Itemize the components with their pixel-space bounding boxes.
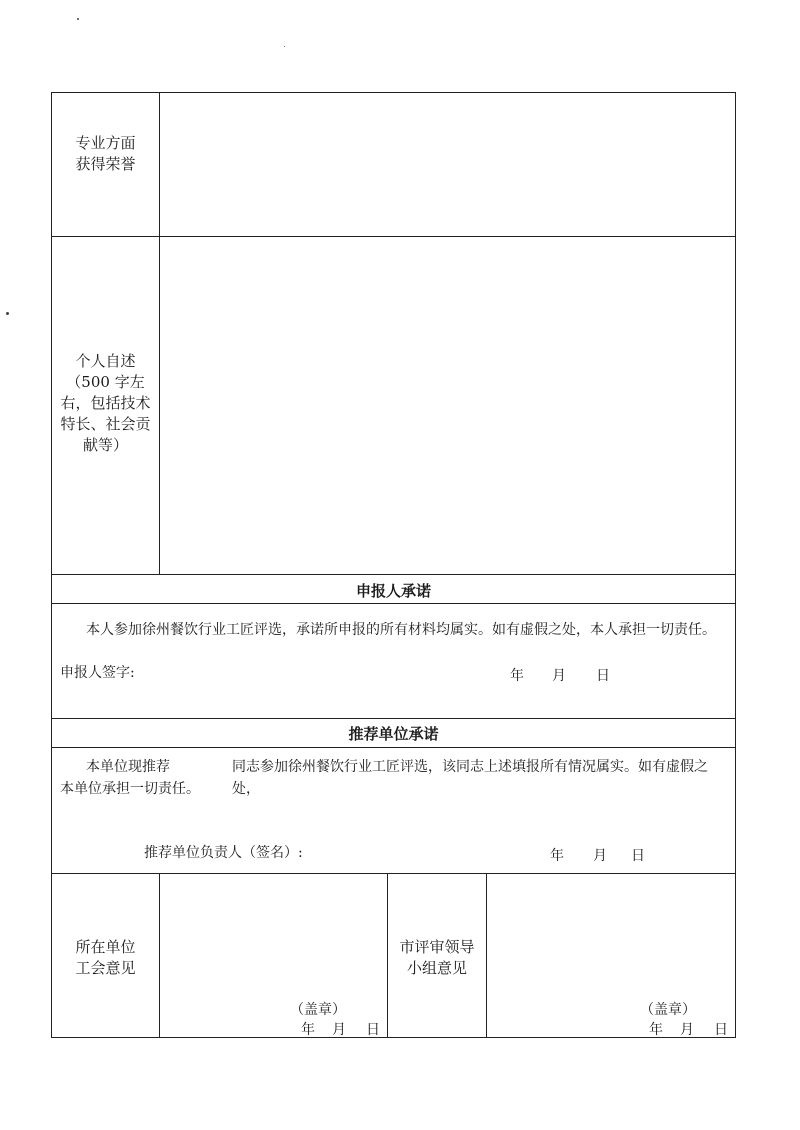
statement-label-line3: 右，包括技术 <box>60 394 151 412</box>
unit-signature-field[interactable] <box>310 839 490 865</box>
union-date-day: 日 <box>366 1022 380 1038</box>
applicant-date-year: 年 <box>510 668 524 684</box>
statement-label-line1: 个人自述 <box>75 352 136 370</box>
applicant-pledge-text: 本人参加徐州餐饮行业工匠评选，承诺所申报的所有材料均属实。如有虚假之处，本人承担一切责任。 <box>86 622 716 638</box>
unit-date-year: 年 <box>550 848 564 864</box>
unit-pledge-title: 推荐单位承诺 <box>348 725 439 743</box>
applicant-date-month: 月 <box>552 668 566 684</box>
union-label-line2: 工会意见 <box>75 959 136 977</box>
panel-label-line1: 市评审领导 <box>399 938 475 956</box>
unit-signature-label: 推荐单位负责人（签名）: <box>144 845 303 861</box>
honors-field[interactable] <box>160 93 735 236</box>
panel-date-month: 月 <box>680 1022 694 1038</box>
statement-label-line4: 特长、社会贡 <box>60 415 151 433</box>
scan-speck <box>77 18 79 20</box>
panel-opinion-label <box>388 937 486 979</box>
statement-label-line2: （500 字左 <box>66 373 145 391</box>
row-divider <box>52 718 735 719</box>
applicant-pledge-title: 申报人承诺 <box>355 582 431 600</box>
union-label-line1: 所在单位 <box>75 938 136 956</box>
unit-pledge-text-suffix: 同志参加徐州餐饮行业工匠评选，该同志上述填报所有情况属实。如有虚假之处， <box>232 759 708 797</box>
row-divider <box>52 747 735 748</box>
form-table <box>51 92 736 1038</box>
row-divider <box>52 603 735 604</box>
panel-date-day: 日 <box>714 1022 728 1038</box>
union-opinion-label <box>52 937 159 979</box>
applicant-signature-field[interactable] <box>202 659 422 685</box>
honors-label-line1: 专业方面 <box>75 134 136 152</box>
statement-field[interactable] <box>160 237 735 574</box>
panel-label-line2: 小组意见 <box>406 959 467 977</box>
applicant-date-day: 日 <box>596 668 610 684</box>
statement-label-line5: 献等） <box>82 436 128 454</box>
applicant-signature-label: 申报人签字: <box>60 665 135 681</box>
panel-seal: （盖章） <box>640 1002 696 1018</box>
unit-pledge-text-prefix: 本单位现推荐 <box>86 759 170 775</box>
unit-date-month: 月 <box>593 848 607 864</box>
row-divider <box>52 574 735 575</box>
union-date-year: 年 <box>301 1022 315 1038</box>
unit-date-day: 日 <box>631 848 645 864</box>
honors-label <box>52 133 159 175</box>
unit-pledge-text-line2: 本单位承担一切责任。 <box>60 781 200 797</box>
union-date-month: 月 <box>332 1022 346 1038</box>
union-opinion-field[interactable] <box>160 874 387 994</box>
honors-label-line2: 获得荣誉 <box>75 155 136 173</box>
union-seal: （盖章） <box>290 1002 346 1018</box>
panel-opinion-field[interactable] <box>487 874 735 994</box>
scan-speck <box>284 46 285 47</box>
scan-speck <box>6 312 9 315</box>
statement-label <box>52 351 159 456</box>
nominee-name-field[interactable] <box>178 756 228 778</box>
panel-date-year: 年 <box>649 1022 663 1038</box>
